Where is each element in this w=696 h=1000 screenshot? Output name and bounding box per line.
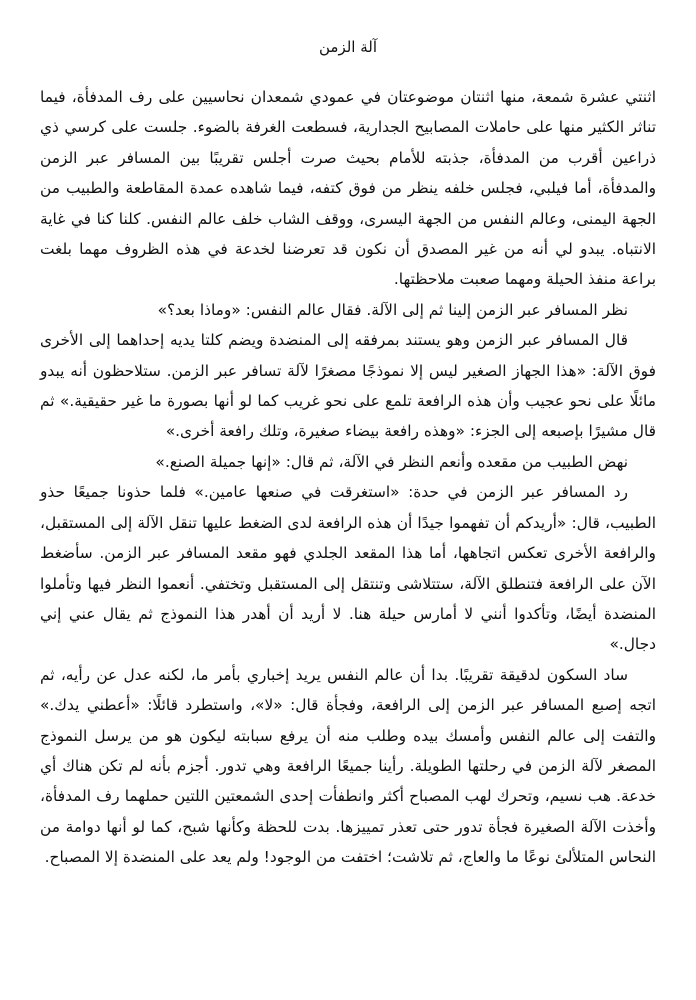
body-text xyxy=(40,82,656,873)
paragraph-2: نظر المسافر عبر الزمن إلينا ثم إلى الآلة. فقال عالم النفس: «وماذا بعد؟» xyxy=(157,300,628,319)
paragraph-4: نهض الطبيب من مقعده وأنعم النظر في الآلة، ثم قال: «إنها جميلة الصنع.» xyxy=(155,452,628,471)
paragraph-3: قال المسافر عبر الزمن وهو يستند بمرفقه إلى المنضدة ويضم كلتا يديه إحداهما إلى الأخرى فوق الآلة: «هذا الجهاز الصغير ليس إلا نموذجًا مصغرًا لآلة تسافر عبر الزمن. ستلاحظون أنه يبدو مائلًا على نحو عجيب وأن هذه الرافعة تلمع على نحو غريب كما لو أنها بصورة ما غير حقيقية.» ثم قال مشيرًا بإصبعه إلى الجزء: «وهذه رافعة بيضاء صغيرة، وتلك رافعة أخرى.» xyxy=(40,331,656,441)
running-head: آلة الزمن xyxy=(318,38,377,56)
paragraph-6: ساد السكون لدقيقة تقريبًا. بدا أن عالم النفس يريد إخباري بأمر ما، لكنه عدل عن رأيه، ثم اتجه إصبع المسافر عبر الزمن إلى الرافعة، وفجأة قال: «لا»، واستطرد قائلًا: «أعطني يدك.» والتفت إلى عالم النفس وأمسك بيده وطلب منه أن يرفع سبابته ليكون هو من يرسل النموذج المصغر لآلة الزمن في رحلتها الطويلة. رأينا جميعًا الرافعة وهي تدور. أجزم بأنه لم تكن هناك أي خدعة. هب نسيم، وتحرك لهب المصباح أكثر وانطفأت إحدى الشمعتين اللتين حملهما رف المدفأة، وأخذت الآلة الصغيرة فجأة تدور حتى تعذر تمييزها. بدت للحظة وكأنها شبح، كما لو أنها دوامة من النحاس المتلألئ نوعًا ما والعاج، ثم تلاشت؛ اختفت من الوجود! ولم يعد على المنضدة إلا المصباح. xyxy=(40,665,656,867)
paragraph-5: رد المسافر عبر الزمن في حدة: «استغرقت في صنعها عامين.» فلما حذونا جميعًا حذو الطبيب، قال: «أريدكم أن تفهموا جيدًا أن هذه الرافعة لدى الضغط عليها تنقل الآلة إلى المستقبل، والرافعة الأخرى تعكس اتجاهها، أما هذا المقعد الجلدي فهو مقعد المسافر عبر الزمن. سأضغط الآن على الرافعة فتنطلق الآلة، ستتلاشى وتنتقل إلى المستقبل وتختفي. أنعموا النظر فيها وتأملوا المنضدة أيضًا، وتأكدوا أنني لا أمارس حيلة هنا. لا أريد أن أهدر هذا النموذج ثم يقال عني إني دجال.» xyxy=(40,483,656,654)
paragraph-1: اثنتي عشرة شمعة، منها اثنتان موضوعتان في عمودي شمعدان نحاسيين على رف المدفأة، فيما تناثر الكثير منها على حاملات المصابيح الجدارية، فسطعت الغرفة بالضوء. جلست على كرسي ذي ذراعين أقرب من المدفأة، جذبته للأمام بحيث صرت أجلس تقريبًا بين المسافر عبر الزمن والمدفأة، أما فيلبي، فجلس خلفه ينظر من فوق كتفه، فيما شاهده عمدة المقاطعة والطبيب من الجهة اليمنى، وعالم النفس من الجهة اليسرى، ووقف الشاب خلف عالم النفس. كلنا كنا في غاية الانتباه. يبدو لي أنه من غير المصدق أن نكون قد تعرضنا لخدعة في هذه الظروف مهما بلغت براعة منفذ الحيلة ومهما صعبت ملاحظتها. xyxy=(40,88,656,289)
